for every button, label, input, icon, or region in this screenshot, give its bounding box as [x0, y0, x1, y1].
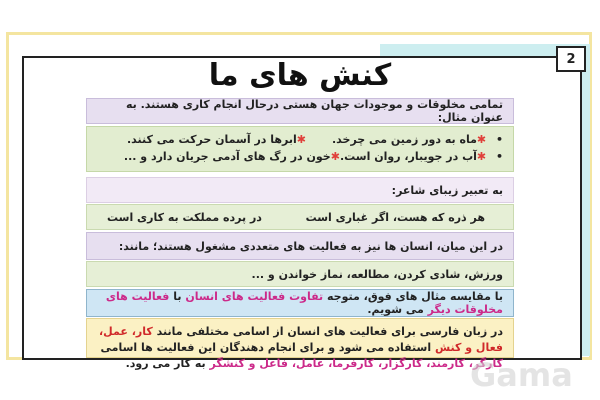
poet-label: به تعبیر زیبای شاعر:: [391, 183, 503, 197]
highlight: کارگر، کارمند، کارگزار، کارفرما، عامل، فاعل و کنشگر: [209, 357, 503, 370]
compare-text: با مقایسه مثال های فوق، متوجه تفاوت فعالیت های انسان با فعالیت های مخلوقات دیگر می شویم.: [105, 290, 503, 316]
poem-hemistich-1: هر ذره که هست، اگر غباری است: [305, 210, 485, 224]
star-icon: ✱: [296, 133, 306, 146]
poem-line: [97, 211, 503, 224]
page-number: 2: [556, 46, 586, 72]
example-item: ✱خون در رگ های آدمی جریان دارد و ...: [123, 150, 340, 163]
final-text: در زبان فارسی برای فعالیت های انسان از اسامی مختلفی مانند کار، عمل، فعال و کنش استفاده می شود و برای انجام دهندگان این فعالیت ها اسامی کارگر، کارمند، کارگزار، کارفرما، عامل، فاعل و کنشگر به کار می رود.: [98, 325, 503, 370]
final-box: [86, 318, 514, 370]
poem-box: [86, 204, 514, 230]
activities-text: ورزش، شادی کردن، مطالعه، نماز خواندن و ...: [251, 267, 503, 281]
example-item: ✱ابرها در آسمان حرکت می کنند.: [127, 133, 306, 146]
example-item: • ✱ماه به دور زمین می چرخد.: [332, 133, 503, 146]
star-icon: ✱: [330, 150, 340, 163]
humans-box: [86, 232, 514, 260]
examples-box: [86, 126, 514, 172]
examples-row: [97, 133, 503, 146]
watermark-logo: Gama: [470, 356, 573, 394]
star-icon: ✱: [476, 150, 487, 163]
bullet-icon: •: [495, 150, 503, 163]
activities-box: [86, 261, 514, 287]
page-title: کنش های ما: [208, 58, 392, 93]
intro-box: [86, 98, 514, 124]
poet-label-box: [86, 177, 514, 203]
examples-row: [97, 150, 503, 163]
star-icon: ✱: [476, 133, 487, 146]
bullet-icon: •: [495, 133, 503, 146]
intro-text: تمامی مخلوقات و موجودات جهان هستی درحال انجام کاری هستند. به عنوان مثال:: [125, 98, 503, 124]
highlight: فعالیت های مخلوقات دیگر: [105, 290, 503, 316]
example-item: • ✱آب در جویبار، روان است.: [339, 150, 503, 163]
highlight: تفاوت فعالیت های انسان: [185, 290, 324, 303]
compare-box: [86, 289, 514, 317]
poem-hemistich-2: در پرده مملکت به کاری است: [107, 210, 262, 224]
highlight: کار، عمل، فعال و کنش: [98, 325, 503, 354]
humans-text: در این میان، انسان ها نیز به فعالیت های متعددی مشغول هستند؛ مانند:: [118, 239, 503, 253]
